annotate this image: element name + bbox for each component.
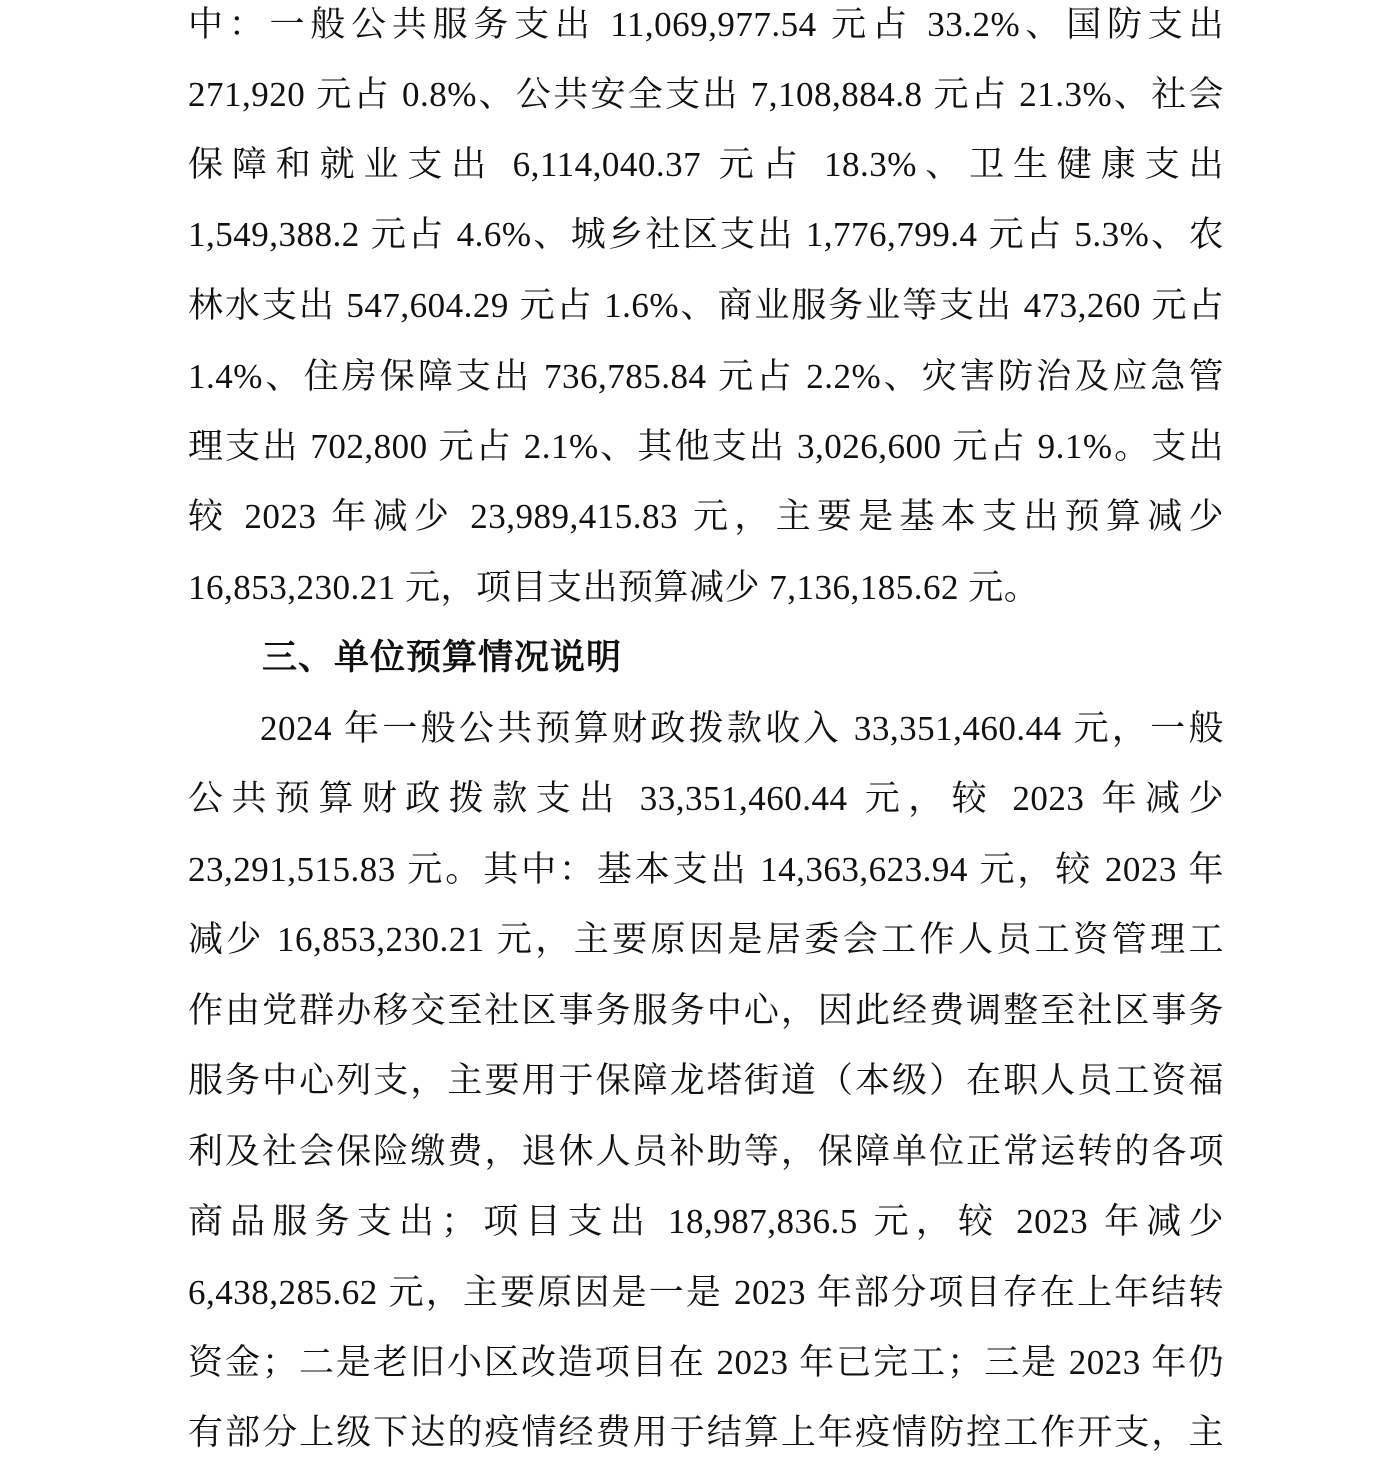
paragraph-2-line-1: 2024 年一般公共预算财政拨款收入 33,351,460.44 元，一般 — [260, 709, 1224, 748]
paragraph-2-line-7: 利及社会保险缴费，退休人员补助等，保障单位正常运转的各项 — [188, 1132, 1224, 1171]
paragraph-2-line-11: 有部分上级下达的疫情经费用于结算上年疫情防控工作开支，主 — [188, 1413, 1224, 1452]
paragraph-1-line-7: 理支出 702,800 元占 2.1%、其他支出 3,026,600 元占 9.1%。支出 — [188, 427, 1224, 466]
paragraph-1-line-9: 16,853,230.21 元，项目支出预算减少 7,136,185.62 元。 — [188, 568, 1040, 607]
paragraph-2-line-9: 6,438,285.62 元，主要原因是一是 2023 年部分项目存在上年结转 — [188, 1273, 1224, 1312]
paragraph-1-line-3: 保障和就业支出 6,114,040.37 元占 18.3%、卫生健康支出 — [188, 145, 1224, 184]
paragraph-2-line-4: 减少 16,853,230.21 元，主要原因是居委会工作人员工资管理工 — [188, 920, 1224, 959]
paragraph-1-line-4: 1,549,388.2 元占 4.6%、城乡社区支出 1,776,799.4 元占 5.3%、农 — [188, 215, 1224, 254]
paragraph-2-line-10: 资金；二是老旧小区改造项目在 2023 年已完工；三是 2023 年仍 — [188, 1343, 1224, 1382]
paragraph-2-line-3: 23,291,515.83 元。其中：基本支出 14,363,623.94 元，较 2023 年 — [188, 850, 1224, 889]
section-heading: 三、单位预算情况说明 — [262, 638, 623, 678]
paragraph-2-line-2: 公共预算财政拨款支出 33,351,460.44 元，较 2023 年减少 — [188, 779, 1224, 818]
paragraph-2-line-6: 服务中心列支，主要用于保障龙塔街道（本级）在职人员工资福 — [188, 1061, 1224, 1100]
paragraph-1-line-5: 林水支出 547,604.29 元占 1.6%、商业服务业等支出 473,260 元占 — [188, 286, 1224, 325]
paragraph-1-line-1: 中：一般公共服务支出 11,069,977.54 元占 33.2%、国防支出 — [188, 5, 1224, 44]
paragraph-2-line-5: 作由党群办移交至社区事务服务中心，因此经费调整至社区事务 — [188, 991, 1224, 1030]
paragraph-1-line-2: 271,920 元占 0.8%、公共安全支出 7,108,884.8 元占 21.3%、社会 — [188, 75, 1224, 114]
paragraph-2-line-8: 商品服务支出；项目支出 18,987,836.5 元，较 2023 年减少 — [188, 1202, 1224, 1241]
paragraph-1-line-6: 1.4%、住房保障支出 736,785.84 元占 2.2%、灾害防治及应急管 — [188, 357, 1224, 396]
paragraph-1-line-8: 较 2023 年减少 23,989,415.83 元，主要是基本支出预算减少 — [188, 497, 1224, 536]
